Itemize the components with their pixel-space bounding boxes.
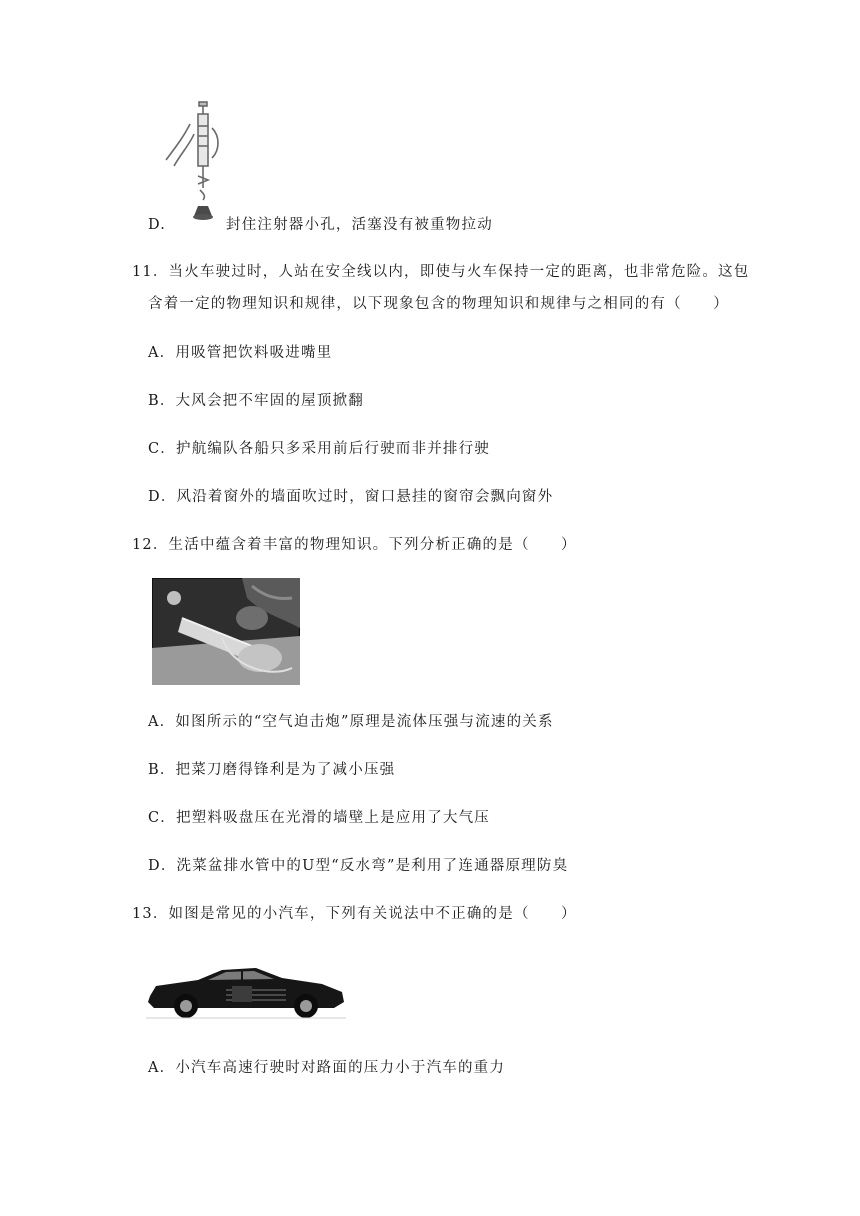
q12-option-c: C．把塑料吸盘压在光滑的墙壁上是应用了大气压 — [148, 810, 490, 826]
q11-option-b: B．大风会把不牢固的屋顶掀翻 — [148, 393, 364, 409]
air-cannon-photo — [152, 578, 300, 685]
q11-stem-line2: 含着一定的物理知识和规律，以下现象包含的物理知识和规律与之相同的有（ ） — [148, 296, 729, 312]
q13-option-a: A．小汽车高速行驶时对路面的压力小于汽车的重力 — [148, 1060, 506, 1076]
q13-stem: 13．如图是常见的小汽车，下列有关说法中不正确的是（ ） — [132, 906, 577, 922]
q10-option-d-letter: D. — [148, 217, 167, 233]
q10-option-d-text: 封住注射器小孔，活塞没有被重物拉动 — [226, 217, 493, 233]
q11-option-a: A．用吸管把饮料吸进嘴里 — [148, 345, 333, 361]
sports-car-figure — [146, 964, 346, 1020]
syringe-figure — [160, 100, 226, 225]
q12-stem: 12．生活中蕴含着丰富的物理知识。下列分析正确的是（ ） — [132, 537, 577, 553]
q12-option-d: D．洗菜盆排水管中的U型“反水弯”是利用了连通器原理防臭 — [148, 858, 569, 874]
q11-stem-line1: 11．当火车驶过时，人站在安全线以内，即使与火车保持一定的距离，也非常危险。这包 — [132, 264, 750, 280]
q11-option-d: D．风沿着窗外的墙面吹过时，窗口悬挂的窗帘会飘向窗外 — [148, 489, 554, 505]
q12-option-b: B．把菜刀磨得锋利是为了减小压强 — [148, 762, 396, 778]
q11-option-c: C．护航编队各船只多采用前后行驶而非并排行驶 — [148, 441, 490, 457]
q12-option-a: A．如图所示的“空气迫击炮”原理是流体压强与流速的关系 — [148, 714, 554, 730]
